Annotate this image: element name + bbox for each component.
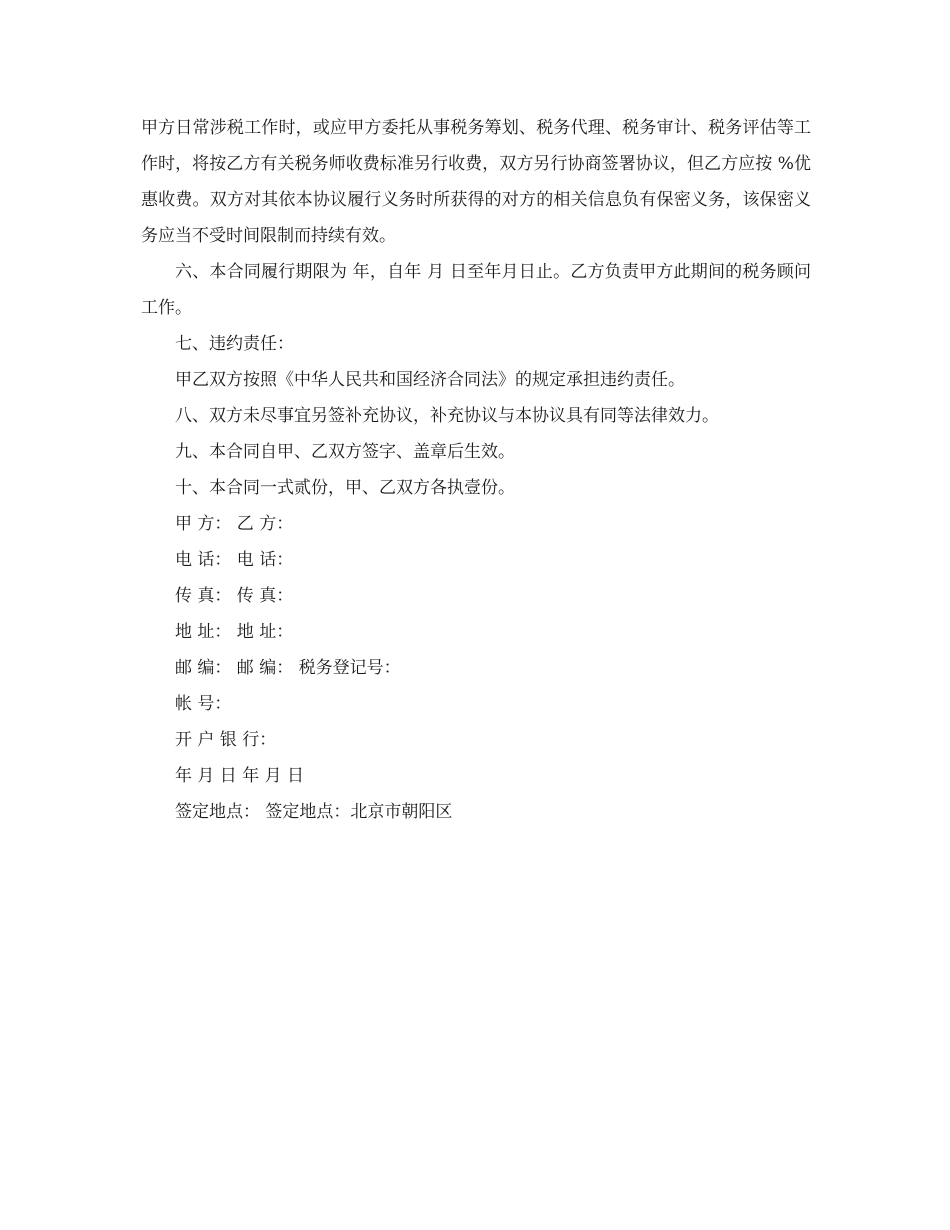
signature-date-line: 年 月 日 年 月 日	[175, 766, 305, 786]
signature-fax-line: 传 真： 传 真：	[175, 586, 294, 606]
paragraph-supplementary: 八、双方未尽事宜另签补充协议，补充协议与本协议具有同等法律效力。	[175, 406, 719, 426]
signature-account-line: 帐 号：	[175, 694, 232, 714]
signature-address-line: 地 址： 地 址：	[175, 622, 294, 642]
signature-bank-line: 开 户 银 行：	[175, 730, 277, 750]
paragraph-breach-liability: 甲乙双方按照《中华人民共和国经济合同法》的规定承担违约责任。	[175, 370, 685, 390]
paragraph-breach-heading: 七、违约责任：	[175, 334, 294, 354]
signature-postcode-line: 邮 编： 邮 编： 税务登记号：	[175, 658, 401, 678]
document-page	[141, 110, 811, 830]
paragraph-term: 六、本合同履行期限为 年，自年 月 日至年月日止。乙方负责甲方此期间的税务顾问工作。	[141, 262, 811, 318]
signature-party-line: 甲 方： 乙 方：	[175, 514, 294, 534]
paragraph-copies: 十、本合同一式贰份，甲、乙双方各执壹份。	[175, 478, 515, 498]
paragraph-fee-confidentiality: 甲方日常涉税工作时，或应甲方委托从事税务筹划、税务代理、税务审计、税务评估等工作时，将按乙方有关税务师收费标准另行收费，双方另行协商签署协议，但乙方应按 %优惠收费。双方对其依本协议履行义务时所获得的对方的相关信息负有保密义务，该保密义务应当不受时间限制而持续有效。	[141, 118, 811, 246]
signature-phone-line: 电 话： 电 话：	[175, 550, 294, 570]
signature-place-line: 签定地点： 签定地点：北京市朝阳区	[175, 802, 453, 822]
paragraph-effective: 九、本合同自甲、乙双方签字、盖章后生效。	[175, 442, 515, 462]
